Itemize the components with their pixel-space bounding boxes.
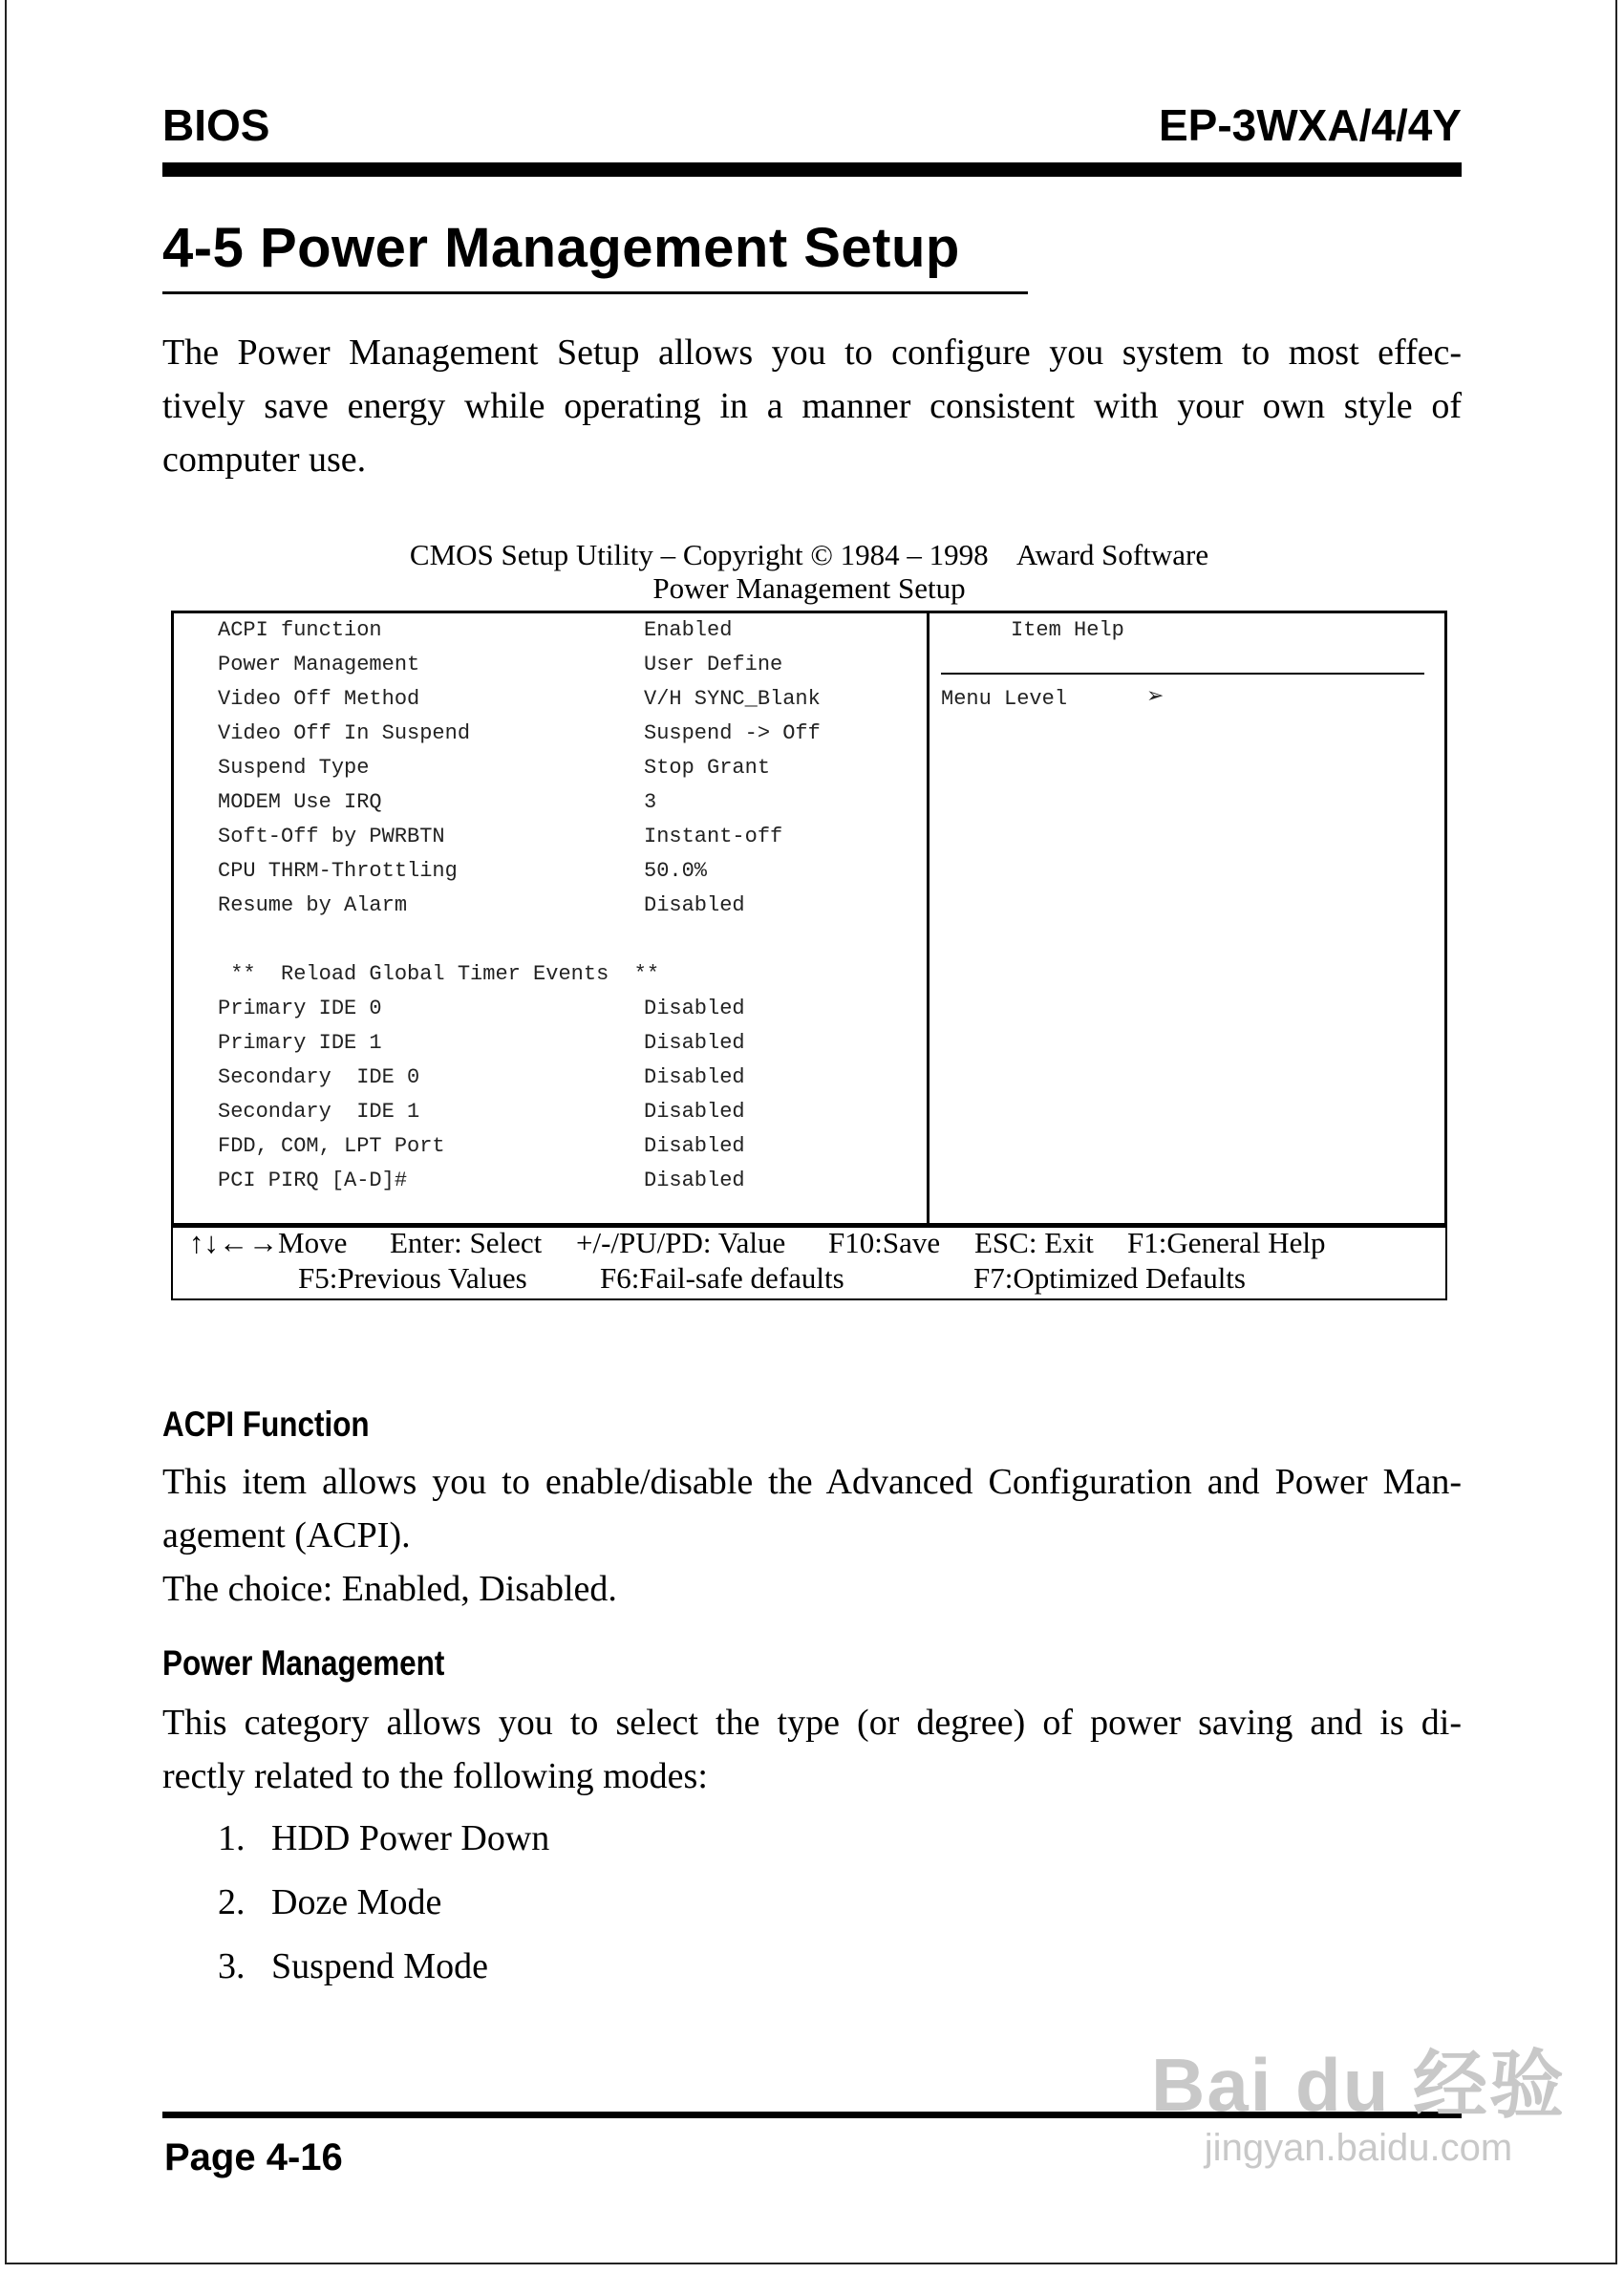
title-underline (162, 291, 1028, 294)
setting-value: Suspend -> Off (644, 721, 821, 745)
setting-label: Video Off In Suspend (218, 721, 471, 745)
setting-value: Stop Grant (644, 756, 771, 780)
list-number: 1. (218, 1818, 246, 1858)
setting-label: Primary IDE 0 (218, 997, 382, 1020)
setting-label: MODEM Use IRQ (218, 790, 382, 814)
menu-level-arrow-icon: ➢ (1146, 684, 1165, 708)
key-optimized: F7:Optimized Defaults (973, 1261, 1246, 1295)
intro-paragraph (162, 326, 1462, 486)
pm-paragraph (162, 1696, 1462, 1803)
page-title: 4-5 Power Management Setup (162, 217, 960, 279)
header-section: BIOS (162, 100, 270, 150)
list-item: Suspend Mode (271, 1946, 488, 1986)
acpi-paragraph (162, 1455, 1462, 1616)
setting-value: V/H SYNC_Blank (644, 687, 821, 711)
key-save: F10:Save (828, 1226, 941, 1259)
setting-label: Soft-Off by PWRBTN (218, 825, 445, 848)
acpi-line: The choice: Enabled, Disabled. (162, 1569, 617, 1609)
setting-value: Disabled (644, 997, 745, 1020)
setting-value: Disabled (644, 893, 745, 917)
item-help-title: Item Help (1011, 618, 1124, 642)
intro-line: The Power Management Setup allows you to configure you system to most effec- (162, 333, 1462, 373)
setting-value: Disabled (644, 1169, 745, 1192)
list-number: 3. (218, 1946, 246, 1986)
cmos-subtitle: Power Management Setup (652, 571, 966, 605)
key-exit: ESC: Exit (974, 1226, 1094, 1259)
watermark-url: jingyan.baidu.com (1204, 2127, 1513, 2169)
acpi-line: This item allows you to enable/disable the Advanced Configuration and Power Man- (162, 1462, 1462, 1502)
setting-label: CPU THRM-Throttling (218, 859, 458, 883)
setting-label: PCI PIRQ [A-D]# (218, 1169, 408, 1192)
setting-label: Resume by Alarm (218, 893, 408, 917)
menu-level-label: Menu Level (941, 687, 1068, 711)
setting-label: Suspend Type (218, 756, 370, 780)
setting-label: ACPI function (218, 618, 382, 642)
setting-value: Disabled (644, 1100, 745, 1124)
setting-value: Instant-off (644, 825, 783, 848)
intro-line: computer use. (162, 440, 367, 480)
section-header: ** Reload Global Timer Events ** (218, 962, 660, 986)
setting-value: Enabled (644, 618, 733, 642)
setting-label: Video Off Method (218, 687, 420, 711)
header-model: EP-3WXA/4/4Y (1159, 100, 1462, 150)
list-number: 2. (218, 1882, 246, 1922)
watermark-brand: Bai du 经验 (1151, 2043, 1567, 2127)
help-rule (941, 673, 1424, 675)
setting-label: Power Management (218, 653, 420, 676)
intro-line: tively save energy while operating in a manner consistent with your own style of (162, 386, 1462, 426)
key-move: ↑↓←→Move (189, 1226, 348, 1259)
acpi-line: agement (ACPI). (162, 1515, 411, 1555)
setting-value: 3 (644, 790, 657, 814)
pm-heading: Power Management (162, 1643, 445, 1683)
pm-line: This category allows you to select the type (or degree) of power saving and is di- (162, 1703, 1462, 1743)
setting-value: 50.0% (644, 859, 708, 883)
setting-value: Disabled (644, 1031, 745, 1055)
pm-line: rectly related to the following modes: (162, 1756, 708, 1796)
key-value: +/-/PU/PD: Value (576, 1226, 786, 1259)
cmos-caption: CMOS Setup Utility – Copyright © 1984 – 1998 Award Software (409, 538, 1209, 571)
page-number: Page 4-16 (164, 2136, 343, 2178)
list-item: Doze Mode (271, 1882, 442, 1922)
setting-label: FDD, COM, LPT Port (218, 1134, 445, 1158)
setting-label: Primary IDE 1 (218, 1031, 382, 1055)
acpi-heading: ACPI Function (162, 1405, 370, 1444)
header-rule (162, 162, 1462, 177)
key-select: Enter: Select (390, 1226, 543, 1259)
list-item: HDD Power Down (271, 1818, 550, 1858)
key-help: F1:General Help (1127, 1226, 1326, 1259)
baidu-watermark (1151, 2026, 1566, 2170)
setting-label: Secondary IDE 0 (218, 1065, 420, 1089)
setting-value: Disabled (644, 1065, 745, 1089)
panel-divider (927, 611, 930, 1226)
setting-label: Secondary IDE 1 (218, 1100, 420, 1124)
setting-value: Disabled (644, 1134, 745, 1158)
key-previous: F5:Previous Values (298, 1261, 527, 1295)
setting-value: User Define (644, 653, 783, 676)
key-failsafe: F6:Fail-safe defaults (600, 1261, 844, 1295)
